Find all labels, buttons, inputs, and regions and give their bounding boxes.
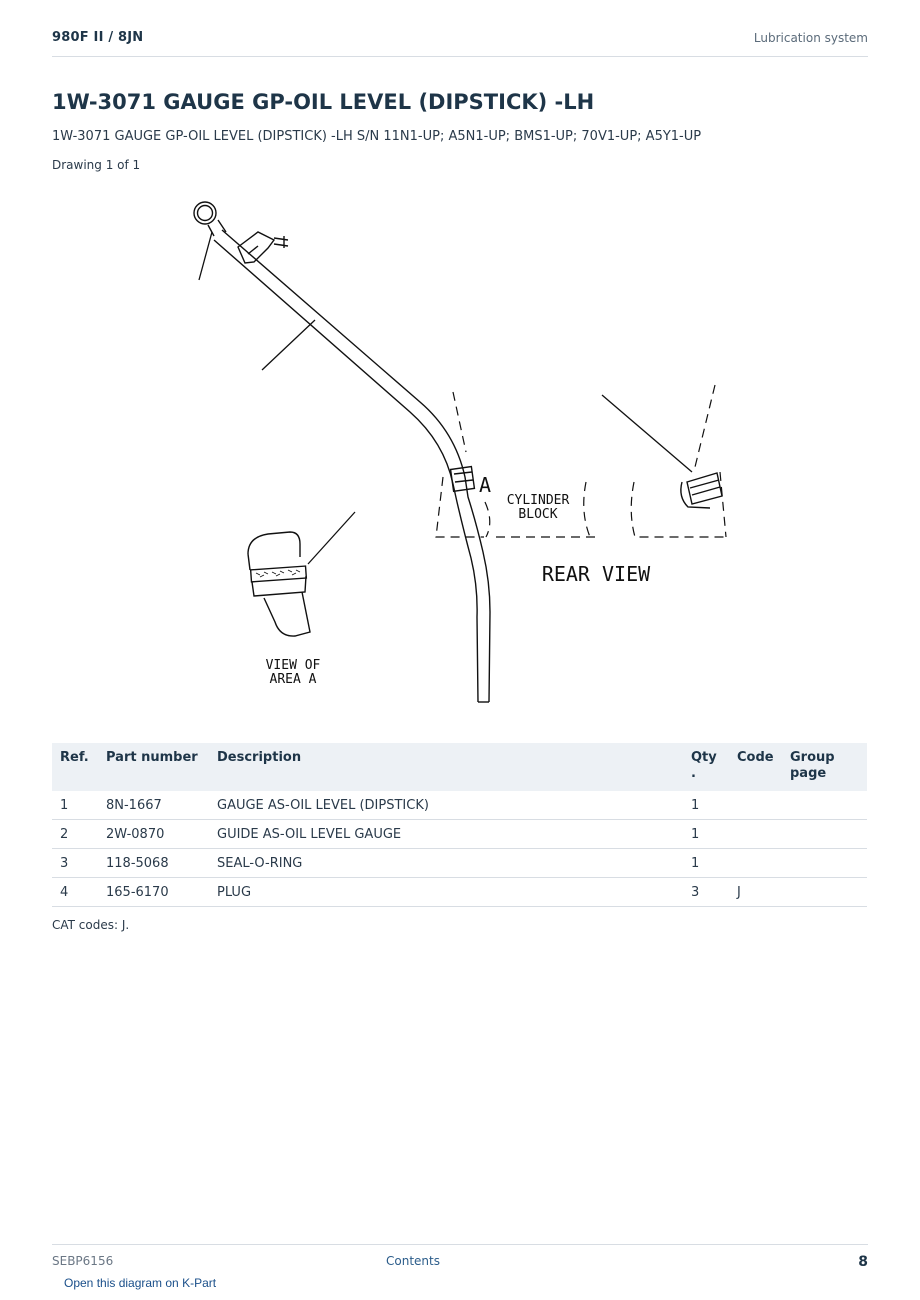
page-header — [52, 28, 868, 57]
part-number-cell: 8N-1667 — [98, 791, 209, 820]
qty-header-line1: Qty — [691, 750, 717, 765]
col-qty-header — [683, 743, 729, 791]
area-a-detail-drawing — [248, 532, 310, 636]
page-title: 1W-3071 GAUGE GP-OIL LEVEL (DIPSTICK) -LH — [52, 90, 595, 114]
group-page-cell — [782, 878, 867, 907]
model-label: 980F II / 8JN — [52, 30, 144, 45]
description-cell: GAUGE AS-OIL LEVEL (DIPSTICK) — [209, 791, 683, 820]
table-row — [52, 878, 867, 907]
parts-diagram — [150, 192, 770, 712]
group-header-line2: page — [790, 766, 827, 781]
part-number-cell: 118-5068 — [98, 849, 209, 878]
cat-codes-note: CAT codes: J. — [52, 918, 130, 932]
kpart-diagram-link[interactable]: Open this diagram on K-Part — [64, 1276, 217, 1290]
drawing-count: Drawing 1 of 1 — [52, 158, 141, 172]
table-row — [52, 849, 867, 878]
parts-table — [52, 743, 867, 907]
part-number-cell: 2W-0870 — [98, 820, 209, 849]
group-page-cell — [782, 820, 867, 849]
col-group-page-header — [782, 743, 867, 791]
section-label: Lubrication system — [753, 31, 868, 45]
dipstick-tube-drawing — [214, 230, 490, 702]
view-of-label-2: AREA A — [269, 672, 317, 687]
cylinder-block-label-2: BLOCK — [518, 507, 558, 522]
col-description-header: Description — [209, 743, 683, 791]
page-number: 8 — [858, 1254, 868, 1270]
group-header-line1: Group — [790, 750, 835, 765]
col-code-header: Code — [729, 743, 782, 791]
qty-cell: 1 — [683, 820, 729, 849]
ref-cell: 3 — [52, 849, 98, 878]
qty-cell: 1 — [683, 849, 729, 878]
ref-cell: 4 — [52, 878, 98, 907]
ref-cell: 2 — [52, 820, 98, 849]
page-footer — [52, 1244, 868, 1275]
qty-header-line2: . — [691, 766, 696, 781]
code-cell — [729, 791, 782, 820]
qty-cell: 3 — [683, 878, 729, 907]
table-row — [52, 820, 867, 849]
col-ref-header: Ref. — [52, 743, 98, 791]
qty-cell: 1 — [683, 791, 729, 820]
cylinder-block-outline — [436, 385, 728, 537]
view-of-label-1: VIEW OF — [265, 658, 321, 673]
code-cell — [729, 849, 782, 878]
guide-elbow-drawing — [238, 232, 288, 263]
table-header-row — [52, 743, 867, 791]
description-cell: PLUG — [209, 878, 683, 907]
document-id: SEBP6156 — [52, 1254, 114, 1268]
code-cell: J — [729, 878, 782, 907]
cylinder-block-label-1: CYLINDER — [506, 493, 570, 508]
part-number-cell: 165-6170 — [98, 878, 209, 907]
area-a-marker: A — [479, 473, 492, 497]
description-cell: SEAL-O-RING — [209, 849, 683, 878]
plug-drawing — [681, 473, 722, 508]
description-cell: GUIDE AS-OIL LEVEL GAUGE — [209, 820, 683, 849]
rear-view-label: REAR VIEW — [541, 562, 651, 586]
dipstick-handle-drawing — [194, 202, 226, 236]
code-cell — [729, 820, 782, 849]
page-subtitle: 1W-3071 GAUGE GP-OIL LEVEL (DIPSTICK) -LH S/N 11N1-UP; A5N1-UP; BMS1-UP; 70V1-UP; A5Y1-UP — [52, 129, 702, 144]
group-page-cell — [782, 791, 867, 820]
table-row — [52, 791, 867, 820]
contents-link[interactable]: Contents — [386, 1254, 440, 1268]
group-page-cell — [782, 849, 867, 878]
leader-lines — [199, 232, 692, 564]
ref-cell: 1 — [52, 791, 98, 820]
col-part-number-header: Part number — [98, 743, 209, 791]
